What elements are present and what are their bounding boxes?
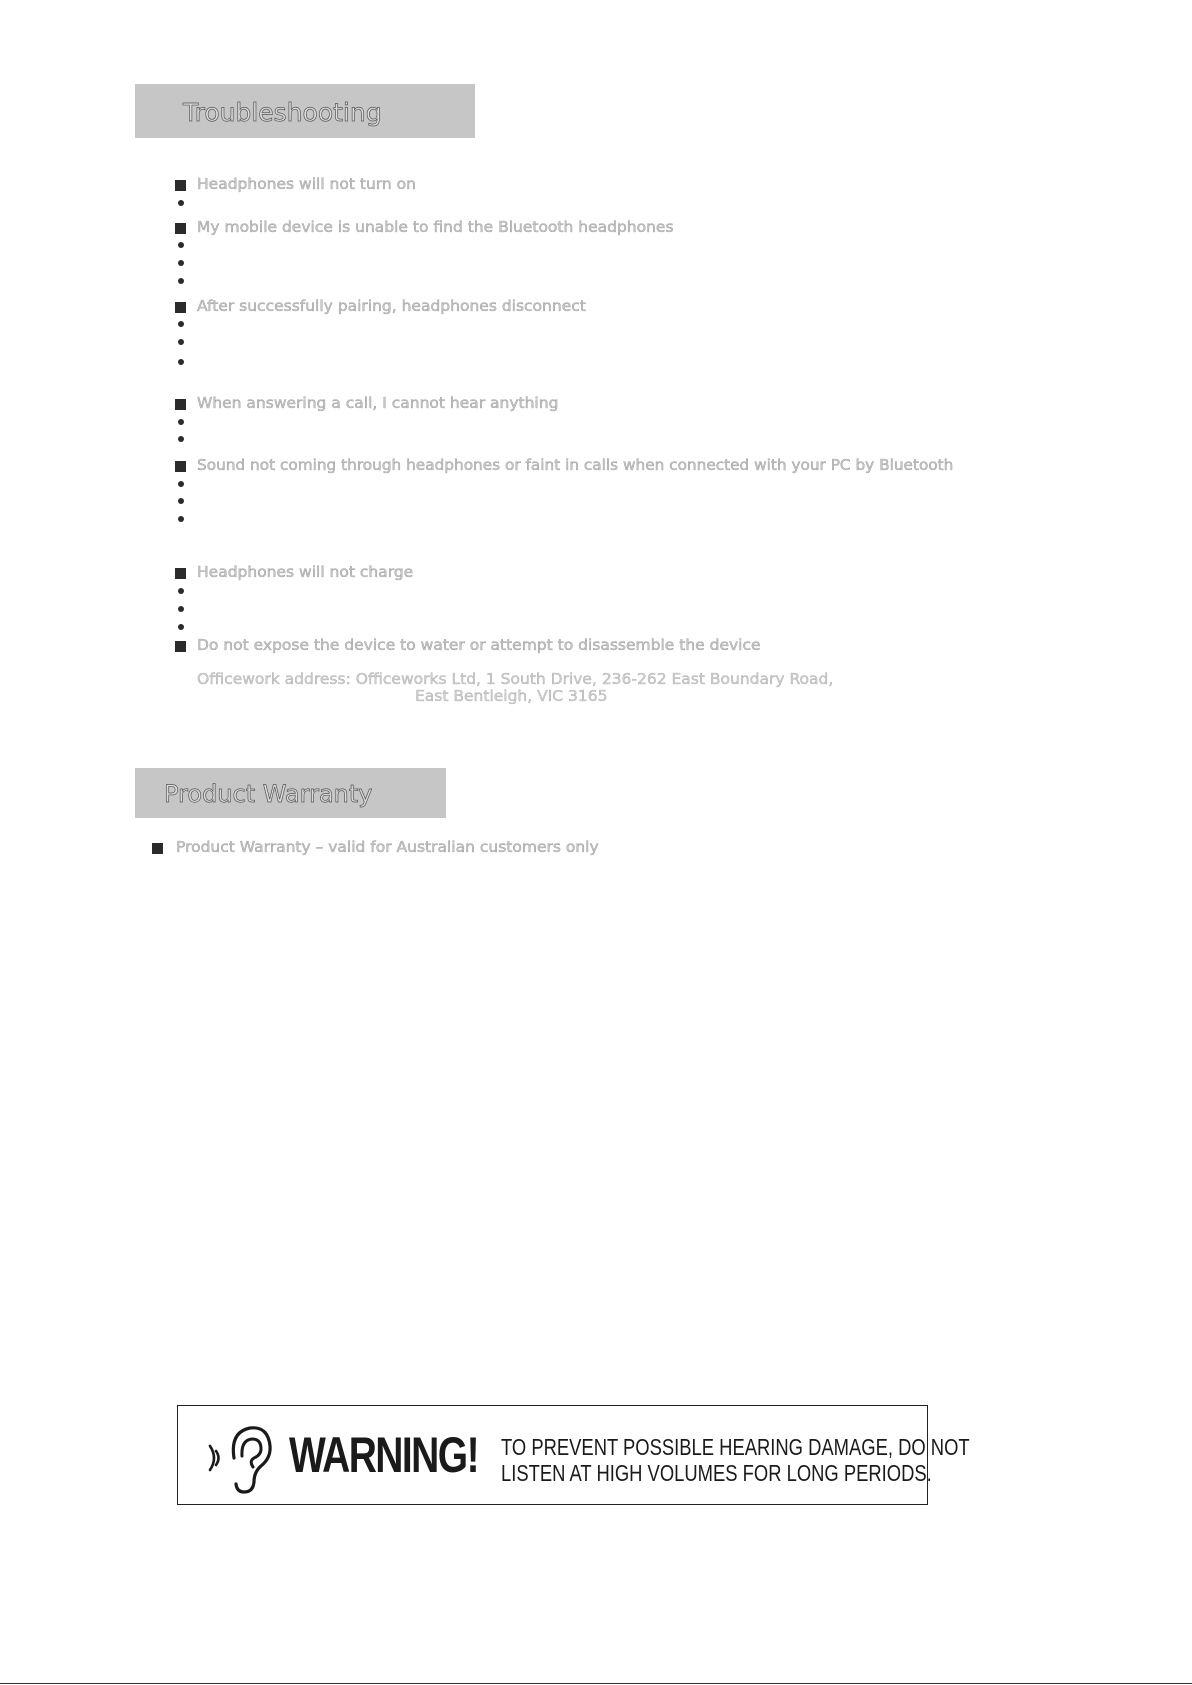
troubleshooting-header	[135, 84, 475, 138]
bullet-dot	[178, 498, 184, 504]
bullet-dot	[178, 278, 184, 284]
warranty-item: Product Warranty – valid for Australian customers only	[176, 838, 599, 856]
issue-heading: My mobile device is unable to find the Bluetooth headphones	[197, 218, 674, 236]
bullet-square	[175, 568, 186, 579]
bullet-dot	[178, 588, 184, 594]
troubleshooting-title: Troubleshooting	[183, 98, 382, 127]
bullet-square	[175, 223, 186, 234]
warranty-header	[135, 768, 446, 818]
bullet-dot	[178, 481, 184, 487]
bullet-dot	[178, 606, 184, 612]
bullet-dot	[178, 516, 184, 522]
bullet-dot	[178, 624, 184, 630]
issue-heading: After successfully pairing, headphones disconnect	[197, 297, 586, 315]
hearing-warning-box	[177, 1405, 970, 1505]
issue-heading: Headphones will not turn on	[197, 175, 416, 193]
warning-line-1: TO PREVENT POSSIBLE HEARING DAMAGE, DO NOT	[501, 1434, 970, 1460]
bullet-dot	[178, 436, 184, 442]
bullet-dot	[178, 200, 184, 206]
officeworks-address-line2: East Bentleigh, VIC 3165	[415, 687, 608, 705]
bullet-square	[152, 843, 163, 854]
warning-title: WARNING!	[289, 1427, 479, 1483]
bullet-square	[175, 302, 186, 313]
issue-heading: Headphones will not charge	[197, 563, 414, 581]
bullet-dot	[178, 260, 184, 266]
bullet-square	[175, 180, 186, 191]
warning-text	[501, 1434, 970, 1486]
bullet-dot	[178, 242, 184, 248]
ear-sound-icon	[206, 1418, 286, 1498]
officeworks-address-line1: Officework address: Officeworks Ltd, 1 South Drive, 236-262 East Boundary Road,	[197, 670, 834, 688]
bullet-square	[175, 461, 186, 472]
bullet-dot	[178, 321, 184, 327]
bullet-square	[175, 399, 186, 410]
bullet-dot	[178, 359, 184, 365]
bullet-dot	[178, 339, 184, 345]
issue-heading: When answering a call, I cannot hear anything	[197, 394, 559, 412]
issue-heading: Do not expose the device to water or attempt to disassemble the device	[197, 636, 761, 654]
page-bottom-rule	[0, 1683, 1192, 1684]
bullet-dot	[178, 419, 184, 425]
issue-heading: Sound not coming through headphones or faint in calls when connected with your PC by Bluetooth	[197, 456, 954, 474]
bullet-square	[175, 641, 186, 652]
warranty-title: Product Warranty	[164, 780, 373, 808]
warning-line-2: LISTEN AT HIGH VOLUMES FOR LONG PERIODS.	[501, 1460, 932, 1486]
